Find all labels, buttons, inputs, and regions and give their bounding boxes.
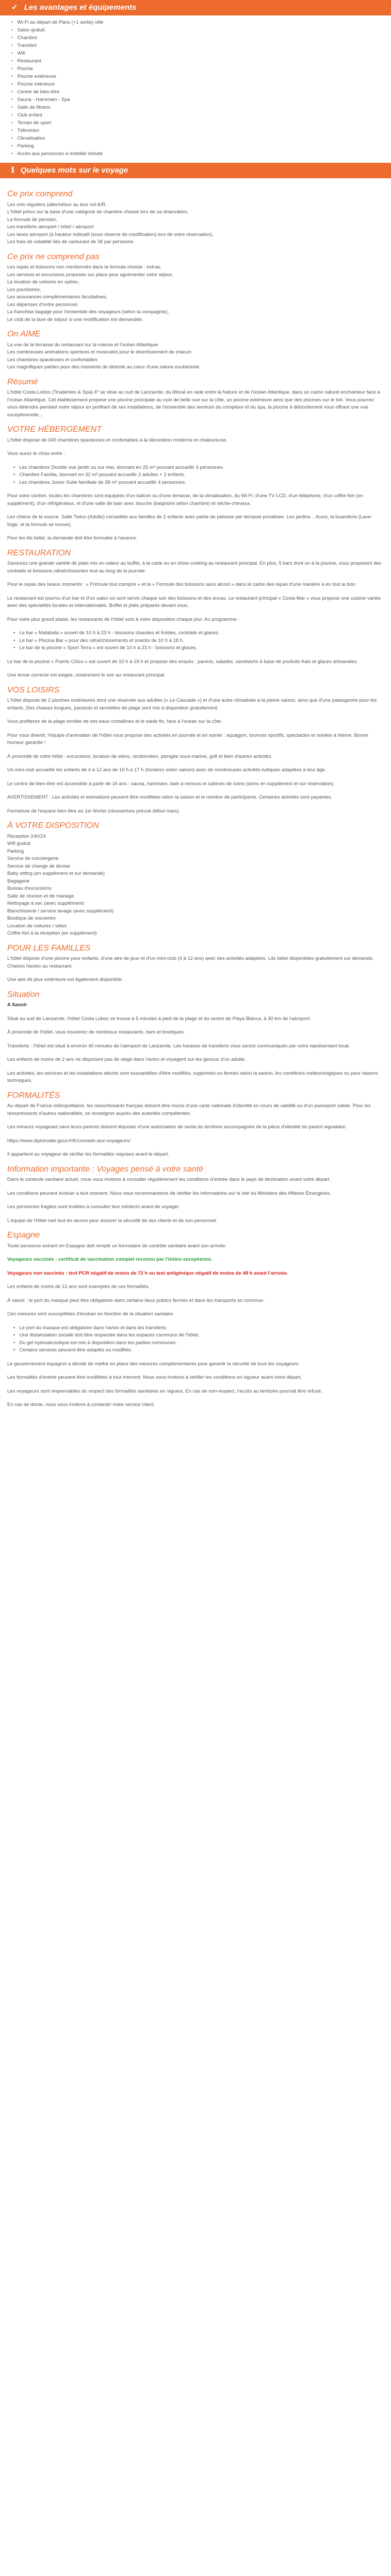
- paragraph: AVERTISSEMENT : Les activités et animations peuvent être modifiées selon la saison et le nombre de participants. Certaines activités sont payantes.: [7, 794, 332, 800]
- paragraph: Pour les lits bébé, la demande doit être formulée à l'avance.: [7, 535, 138, 541]
- paragraph: Le centre de bien-être est accessible à partir de 16 ans : sauna, hammam, bain à remous et cabines de soins (soins en supplément et sur réservation).: [7, 781, 335, 787]
- list-line: Blanchisserie / service lavage (avec supplément): [7, 908, 113, 914]
- amenity-item: • Piscine: [11, 65, 391, 73]
- amenity-item: • Wi-Fi au départ de Paris (+1 sortie) ville: [11, 19, 391, 26]
- list-line: Coffre-fort à la réception (en supplément): [7, 930, 97, 936]
- paragraph: Fermeture de l'espace bien-être au 1er février (réouverture prévue début mars).: [7, 808, 181, 814]
- paragraph: En cas de doute, nous vous invitons à contacter notre service client.: [7, 1402, 155, 1408]
- section-title: Situation: [7, 990, 40, 999]
- amenities-list: [0, 19, 391, 158]
- amenity-item: • Salle de fitness: [11, 104, 391, 111]
- list-item: • Les chambres Junior Suite familiale de 38 m² pouvant accueillir 4 personnes.: [13, 479, 384, 487]
- list-line: Réception 24h/24: [7, 833, 46, 839]
- paragraph: L'équipe de l'hôtel met tout en œuvre pour assurer la sécurité de ses clients et de son personnel.: [7, 1217, 218, 1224]
- amenity-item: • Télévision: [11, 127, 391, 134]
- paragraph: Les mineurs voyageant sans leurs parents doivent disposer d'une autorisation de sortie du territoire accompagnée de la pièce d'identité du parent signataire.: [7, 1124, 347, 1130]
- price-excludes-list: [7, 264, 384, 324]
- paragraph: À savoir : le port du masque peut être obligatoire dans certains lieux publics fermés et dans les transports en commun.: [7, 1297, 265, 1303]
- list-line: Les transferts aéroport / hôtel / aéroport: [7, 224, 94, 230]
- list-item: • Les chambres Double vue jardin ou sur mer, donnant en 25 m² pouvant accueillir 3 personnes.: [13, 464, 384, 472]
- link[interactable]: https://www.diplomatie.gouv.fr/fr/conseils-aux-voyageurs/: [7, 1138, 131, 1144]
- list-line: Les taxes aéroport (à hauteur indicatif (sous réserve de modification) lors de votre réservation),: [7, 231, 214, 238]
- list-item: • Le bar « Malabata » ouvert de 10 h à 23 h - boissons chaudes et froides, cocktails et glaces.: [13, 630, 384, 637]
- paragraph: Une tenue correcte est exigée, notamment le soir au restaurant principal.: [7, 672, 166, 678]
- sanitary-rules-list: [7, 1325, 384, 1354]
- amenity-item: • Climatisation: [11, 134, 391, 142]
- paragraph: Vous profiterez de la plage bordée de ses eaux cristallines et le sable fin, face à l'océan sur la côte.: [7, 719, 222, 724]
- list-item: • Le port du masque est obligatoire dans l'avion et dans les transferts.: [13, 1325, 384, 1332]
- paragraph: Il appartient au voyageur de vérifier les formalités requises avant le départ.: [7, 1151, 170, 1157]
- paragraph: Savourez une grande variété de plats mis en valeur au buffet, à la carte ou en show cooking au restaurant principal. En plus, 5 bars dont un à la piscine, vous proposent des cocktails et boissons rafraîchissantes tout au long de la journée.: [7, 561, 382, 574]
- list-item: • Le bar « Piscina Bar » pour des rafraîchissements et snacks de 10 h à 18 h.: [13, 637, 384, 645]
- paragraph: Vous aurez le choix entre :: [7, 451, 65, 456]
- info-icon: ℹ: [11, 166, 14, 175]
- section-title: POUR LES FAMILLES: [7, 943, 91, 953]
- section-title: On AIME: [7, 330, 41, 338]
- list-line: Les magnifiques parties pour des moments de détente au cœur d'une nature exubérante: [7, 364, 200, 370]
- list-line: La franchise bagage pour l'ensemble des voyageurs (selon la compagnie),: [7, 309, 169, 315]
- paragraph: Le restaurant est pourvu d'un bar et d'un salon où sont servis chaque soir des boissons et des encas. Le restaurant principal « Costa Mar » vous propose une cuisine variée avec des spécialités locales et internationales. Buffet et plats préparés devant vous.: [7, 595, 381, 608]
- paragraph: Les activités, les services et les installations décrits sont susceptibles d'être modifiés, supprimés ou fermés selon la saison, les conditions météorologiques ou pour raisons techniques.: [7, 1070, 378, 1083]
- list-line: Wifi gratuit: [7, 841, 30, 846]
- list-line: Location de voitures / vélos: [7, 923, 67, 929]
- section-title: Information importante : Voyages pensé à votre santé: [7, 1164, 204, 1174]
- list-line: Bagagerie: [7, 878, 30, 884]
- paragraph: Les conditions peuvent évoluer à tout moment. Nous vous recommandons de vérifier les informations sur le site du Ministère des Affaires Étrangères.: [7, 1190, 331, 1196]
- amenity-item: • Piscine extérieure: [11, 73, 391, 80]
- paragraph: Pour votre confort, toutes les chambres sont équipées d'un balcon ou d'une terrasse, de la climatisation, du Wi-Fi, d'une TV LCD, d'un téléphone, d'un coffre-fort (en supplément), d'un réfrigérateur, et d'une salle de bain avec douche (baignoire selon chambre) et sèche-cheveux.: [7, 493, 363, 506]
- amenities-title: Les avantages et équipements: [24, 3, 137, 12]
- amenity-item: • Restaurant: [11, 57, 391, 65]
- amenity-item: • Parking: [11, 142, 391, 150]
- paragraph: Pour votre plus grand plaisir, les restaurants de l'hôtel sont à votre disposition chaque jour. Au programme :: [7, 616, 240, 622]
- summary-text: L'hôtel Costa Lobos (Tiradentes & Spa) 4* se situe au sud de Lanzarote, du littoral en rade entre la Nature et de l'océan Atlantique, dans un cadre naturel enchanteur face à l'océan Atlantique. Cet établissement propose une piscine principale au coin de belle vue sur la côte, un piscine extérieure ainsi que des piscines sur le toit. Vous pourrez vous détendre pendant votre séjour en profitant de ses installations, de l'ensemble des services du complexe et du spa, la piscine à débordement vous offrant une vue exceptionnelle...: [7, 389, 380, 418]
- price-includes-list: [7, 201, 384, 246]
- amenity-item: • Wifi: [11, 49, 391, 57]
- list-line: Les nombreuses animations sportives et musicales pour le divertissement de chacun: [7, 349, 191, 355]
- amenity-item: • Centre de bien-être: [11, 88, 391, 96]
- section-title: FORMALITÉS: [7, 1091, 60, 1100]
- paragraph: À proximité de votre hôtel : excursions, location de vélos, randonnées, plongée sous-marine, golf et bien d'autres activités.: [7, 753, 273, 759]
- list-item: • Une distanciation sociale doit être respectée dans les espaces communs de l'hôtel.: [13, 1332, 384, 1340]
- paragraph: Le bar de la piscine « Puerto Chico » est ouvert de 10 h à 19 h et propose des snacks : paninis, salades, sandwichs à base de produits frais et glaces artisanales.: [7, 658, 359, 665]
- section-title: VOTRE HÉBERGEMENT: [7, 425, 102, 434]
- list-line: Le coût de la taxe de séjour si une modification est demandée.: [7, 316, 143, 323]
- paragraph: L'hôtel dispose de 2 piscines extérieures dont une réservée aux adultes (« Le Cascade ») et d'une autre climatisée à la pleine saison, ainsi que d'une pataugeoire pour les enfants. Des chaises longues, parasols et serviettes de plage sont mis à disposition gratuitement.: [7, 698, 377, 711]
- list-line: Service de conciergerie: [7, 856, 59, 861]
- section-title: Ce prix comprend: [7, 190, 73, 198]
- list-line: Les pourboires,: [7, 286, 41, 293]
- amenity-item: • Sauna - Hammam - Spa: [11, 96, 391, 104]
- amenity-item: • Accès aux personnes à mobilité réduite: [11, 150, 391, 158]
- amenity-item: • Transfert: [11, 42, 391, 49]
- list-line: Bureau d'excursions: [7, 886, 52, 891]
- section-title: Espagne: [7, 1231, 40, 1240]
- list-line: Les vols réguliers (aller/retour au tour vol A/R,: [7, 201, 107, 208]
- paragraph: Pour le repas des beaux moments : « Formule tout compris » et la « Formule des boissons sans alcool » dans le cadre des repas d'une manière à en tout le bon.: [7, 582, 357, 587]
- list-line: La location de voitures en option,: [7, 279, 79, 285]
- amenities-header: [0, 0, 391, 15]
- check-icon: ✓: [11, 3, 18, 12]
- section-title: VOS LOISIRS: [7, 685, 60, 694]
- list-line: Nettoyage à sec (avec supplément): [7, 901, 85, 906]
- highlights-list: [7, 342, 384, 371]
- paragraph: Les voyageurs sont responsables du respect des formalités sanitaires en vigueur. En cas de non-respect, l'accès au territoire pourrait être refusé.: [7, 1388, 322, 1394]
- paragraph: Transferts : l'hôtel est situé à environ 40 minutes de l'aéroport de Lanzarote. Les horaires de transferts vous seront communiqués par votre représentant local.: [7, 1043, 350, 1049]
- paragraph: Le gouvernement espagnol a décidé de mettre en place des mesures complémentaires pour garantir la sécurité de tous les voyageurs.: [7, 1361, 300, 1367]
- list-line: Les chambres spacieuses et confortables: [7, 357, 97, 363]
- list-line: La vue de la terrasse du restaurant sur la marina et l'océan Atlantique: [7, 342, 158, 348]
- section-title: Ce prix ne comprend pas: [7, 252, 100, 261]
- section-title: À VOTRE DISPOSITION: [7, 821, 99, 830]
- list-line: Les repas et boissons non mentionnés dans la formule choisie : extras,: [7, 264, 161, 270]
- info-title: Quelques mots sur le voyage: [20, 166, 128, 175]
- paragraph: Les formalités d'entrée peuvent être modifiées à tout moment. Nous vous invitons à vérifier les conditions en vigueur avant votre départ.: [7, 1375, 302, 1380]
- paragraph: Toute personne entrant en Espagne doit remplir un formulaire de contrôle sanitaire avant son arrivée.: [7, 1243, 227, 1249]
- trip-details: [0, 178, 391, 1431]
- amenity-item: • Club enfant: [11, 111, 391, 119]
- list-line: Service de change de devise: [7, 863, 70, 869]
- list-line: Les assurances complémentaires facultatives,: [7, 294, 108, 300]
- list-line: L'hôtel prévu sur la base d'une catégorie de chambre choisie lors de sa réservation,: [7, 209, 189, 215]
- paragraph: Un mini-club accueille les enfants de 4 à 12 ans de 10 h à 17 h (horaires selon saison) avec de nombreuses activités ludiques adaptées à leur âge.: [7, 767, 327, 773]
- room-types-list: [7, 464, 384, 487]
- amenity-item: • Chambre: [11, 34, 391, 42]
- paragraph: L'hôtel dispose d'une piscine pour enfants, d'une aire de jeux et d'un mini-club (4 à 12 ans) avec des activités adaptées. Lits bébé disponibles gratuitement sur demande. Chaises hautes au restaurant.: [7, 956, 374, 969]
- bars-list: [7, 630, 384, 652]
- paragraph: Ces mesures sont susceptibles d'évoluer en fonction de la situation sanitaire.: [7, 1311, 174, 1317]
- paragraph: Pour vous divertir, l'équipe d'animation de l'hôtel vous propose des activités en journée et en soirée : aquagym, tournois sportifs, spectacles et soirées à thème. Bonne humeur garantie !: [7, 732, 368, 745]
- paragraph: Situé au sud de Lanzarote, l'hôtel Costa Lobos se trouve à 5 minutes à pied de la plage et du centre de Playa Blanca, à 30 km de l'aéroport.: [7, 1015, 311, 1022]
- unvaccinated-note: Voyageurs non vaccinés : test PCR négatif de moins de 72 h ou test antigénique négatif de moins de 48 h avant l'arrivée.: [7, 1270, 288, 1276]
- list-line: Baby sitting (en supplément et sur demande): [7, 871, 105, 876]
- paragraph: Une aire de jeux extérieure est également disponible.: [7, 977, 123, 982]
- list-line: Salle de réunion et de mariage: [7, 893, 74, 899]
- paragraph: Les personnes fragiles sont invitées à consulter leur médecin avant de voyager.: [7, 1204, 180, 1210]
- vaccinated-note: Voyageurs vaccinés : certificat de vaccination complet reconnu par l'Union européenne.: [7, 1257, 213, 1262]
- list-item: • Du gel hydroalcoolique est mis à disposition dans les parties communes.: [13, 1340, 384, 1347]
- amenity-item: • Piscine intérieure: [11, 80, 391, 88]
- paragraph: Les enfants de moins de 2 ans ne disposent pas de siège dans l'avion et voyagent sur les genoux d'un adulte.: [7, 1057, 246, 1062]
- list-item: • Le bar de la piscine « Sport Terra » est ouvert de 10 h à 23 h - boissons et glaces.: [13, 645, 384, 652]
- section-title: RESTAURATION: [7, 548, 71, 557]
- amenity-item: • Terrain de sport: [11, 119, 391, 127]
- paragraph: À proximité de l'hôtel, vous trouverez de nombreux restaurants, bars et boutiques.: [7, 1029, 185, 1035]
- paragraph: Les enfants de moins de 12 ans sont exemptés de ces formalités.: [7, 1284, 150, 1290]
- list-line: Parking: [7, 848, 24, 854]
- list-line: Boutique de souvenirs: [7, 916, 56, 921]
- subheading: A Savoir: [7, 1002, 27, 1008]
- list-line: Les dépenses d'ordre personnel,: [7, 301, 79, 308]
- list-item: • Chambre Familia, donnant en 32 m² pouvant accueillir 2 adultes + 2 enfants.: [13, 471, 384, 479]
- paragraph: Les chiens de la source. Salle Twins (Adulte) conseillée aux familles de 2 enfants avec partie de pelouse par terrasse privatisée. Les jardins... Aussi, la buanderie (Lave-linge, et la formule se trouve).: [7, 514, 372, 528]
- paragraph: Dans le contexte sanitaire actuel, nous vous invitons à consulter régulièrement les conditions d'entrée dans le pays de destination avant votre départ.: [7, 1177, 331, 1182]
- list-line: La formule de pension,: [7, 216, 57, 223]
- list-item: • Certains services peuvent être adaptés ou modifiés.: [13, 1347, 384, 1354]
- info-header: [0, 163, 391, 178]
- amenity-item: • Salon gratuit: [11, 26, 391, 34]
- list-line: Les services et excursions proposés sur place pour agrémenter votre séjour,: [7, 272, 173, 278]
- paragraph: L'hôtel dispose de 340 chambres spacieuses et confortables à la décoration moderne et chaleureuse.: [7, 437, 227, 443]
- section-title: Résumé: [7, 377, 38, 386]
- paragraph: Au départ de France métropolitaine, les ressortissants français doivent être munis d'une carte nationale d'identité en cours de validité ou d'un passeport valide. Pour les ressortissants d'autres nationalités, se renseigner auprès des autorités compétentes.: [7, 1103, 371, 1116]
- list-line: Les frais de volatilité liés de carburant de 3€ par personne.: [7, 239, 135, 245]
- services-list: [7, 833, 384, 938]
